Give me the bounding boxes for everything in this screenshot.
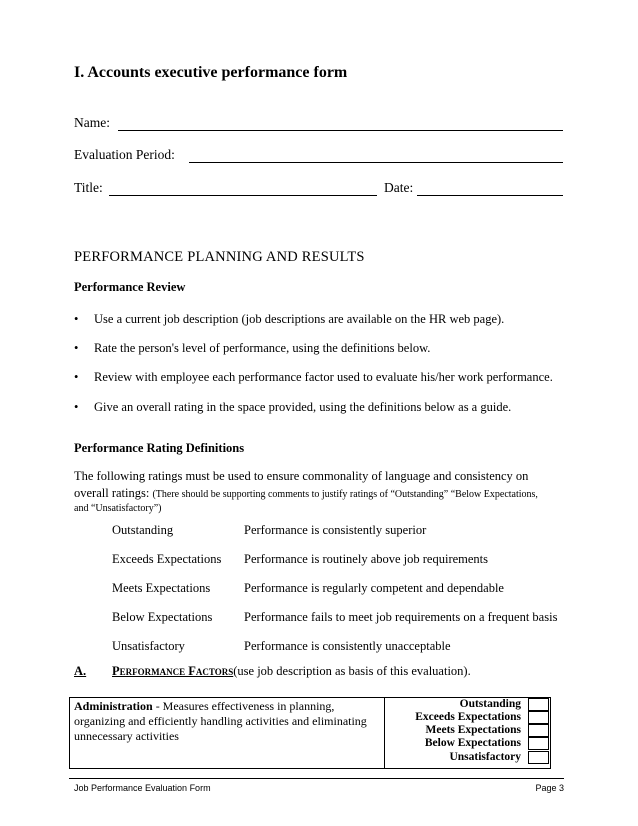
option-label-unsatisfactory: Unsatisfactory <box>449 751 521 763</box>
list-item <box>74 400 511 415</box>
bullet-text: Give an overall rating in the space provided, using the definitions below as a guide. <box>94 400 512 414</box>
date-field[interactable] <box>417 195 563 196</box>
name-label: Name: <box>74 115 110 130</box>
list-item <box>74 370 553 385</box>
footer-page-number: Page 3 <box>535 783 564 793</box>
date-label: Date: <box>384 180 414 195</box>
title-label: Title: <box>74 180 103 195</box>
bullet-text: Rate the person's level of performance, using the definitions below. <box>94 341 431 355</box>
bullet-text: Use a current job description (job descriptions are available on the HR web page). <box>94 312 505 326</box>
rating-definition: Performance fails to meet job requirements on a frequent basis <box>244 610 558 624</box>
definitions-intro-line1: The following ratings must be used to ensure commonality of language and consistency on <box>74 469 529 483</box>
option-label-meets: Meets Expectations <box>425 724 521 736</box>
footer-divider <box>69 778 564 779</box>
checkbox-below-expectations[interactable] <box>528 737 549 750</box>
rating-definition: Performance is consistently unacceptable <box>244 639 451 653</box>
checkbox-unsatisfactory[interactable] <box>528 751 549 764</box>
bullet-text: Review with employee each performance factor used to evaluate his/her work performance. <box>94 370 553 384</box>
checkbox-outstanding[interactable] <box>528 698 549 711</box>
checkbox-meets-expectations[interactable] <box>528 724 549 737</box>
rating-definitions-heading: Performance Rating Definitions <box>74 441 245 455</box>
definitions-note-line1: (There should be supporting comments to justify ratings of “Outstanding” “Below Expectations, <box>152 489 538 500</box>
factors-title: Performance Factors <box>112 664 234 678</box>
factor-desc-line2: organizing and efficiently handling activities and eliminating <box>74 714 367 728</box>
bullet-icon: • <box>74 312 79 326</box>
intro-line2-text: overall ratings: <box>74 486 150 500</box>
evaluation-period-label: Evaluation Period: <box>74 147 175 162</box>
table-divider <box>384 698 385 768</box>
list-item <box>74 312 504 327</box>
rating-definition: Performance is routinely above job requirements <box>244 552 489 566</box>
definitions-note-line2: and “Unsatisfactory”) <box>74 503 162 514</box>
bullet-icon: • <box>74 341 79 355</box>
factor-title: Administration <box>74 699 153 713</box>
performance-factors-heading <box>74 664 471 679</box>
form-title: I. Accounts executive performance form <box>74 64 348 81</box>
factor-description <box>74 699 380 744</box>
footer-left: Job Performance Evaluation Form <box>74 783 211 793</box>
rating-name: Meets Expectations <box>112 581 211 595</box>
name-field[interactable] <box>118 130 563 131</box>
option-label-exceeds: Exceeds Expectations <box>415 711 521 723</box>
rating-name: Exceeds Expectations <box>112 552 222 566</box>
list-item <box>74 341 430 356</box>
evaluation-period-field[interactable] <box>189 162 563 163</box>
factor-desc-line3: unnecessary activities <box>74 729 179 743</box>
rating-name: Below Expectations <box>112 610 213 624</box>
bullet-icon: • <box>74 400 79 414</box>
performance-review-heading: Performance Review <box>74 280 186 294</box>
factor-table-administration <box>69 697 551 769</box>
option-label-outstanding: Outstanding <box>459 698 521 710</box>
factor-desc-line1: - Measures effectiveness in planning, <box>152 699 335 713</box>
rating-definition: Performance is consistently superior <box>244 523 427 537</box>
factors-letter: A. <box>74 664 87 678</box>
rating-definition: Performance is regularly competent and dependable <box>244 581 504 595</box>
rating-name: Outstanding <box>112 523 174 537</box>
definitions-intro-line2 <box>74 486 538 501</box>
factors-note: (use job description as basis of this evaluation). <box>233 664 471 678</box>
section-heading: PERFORMANCE PLANNING AND RESULTS <box>74 249 365 265</box>
title-field[interactable] <box>109 195 377 196</box>
rating-name: Unsatisfactory <box>112 639 185 653</box>
bullet-icon: • <box>74 370 79 384</box>
option-label-below: Below Expectations <box>424 737 521 749</box>
checkbox-exceeds-expectations[interactable] <box>528 711 549 724</box>
